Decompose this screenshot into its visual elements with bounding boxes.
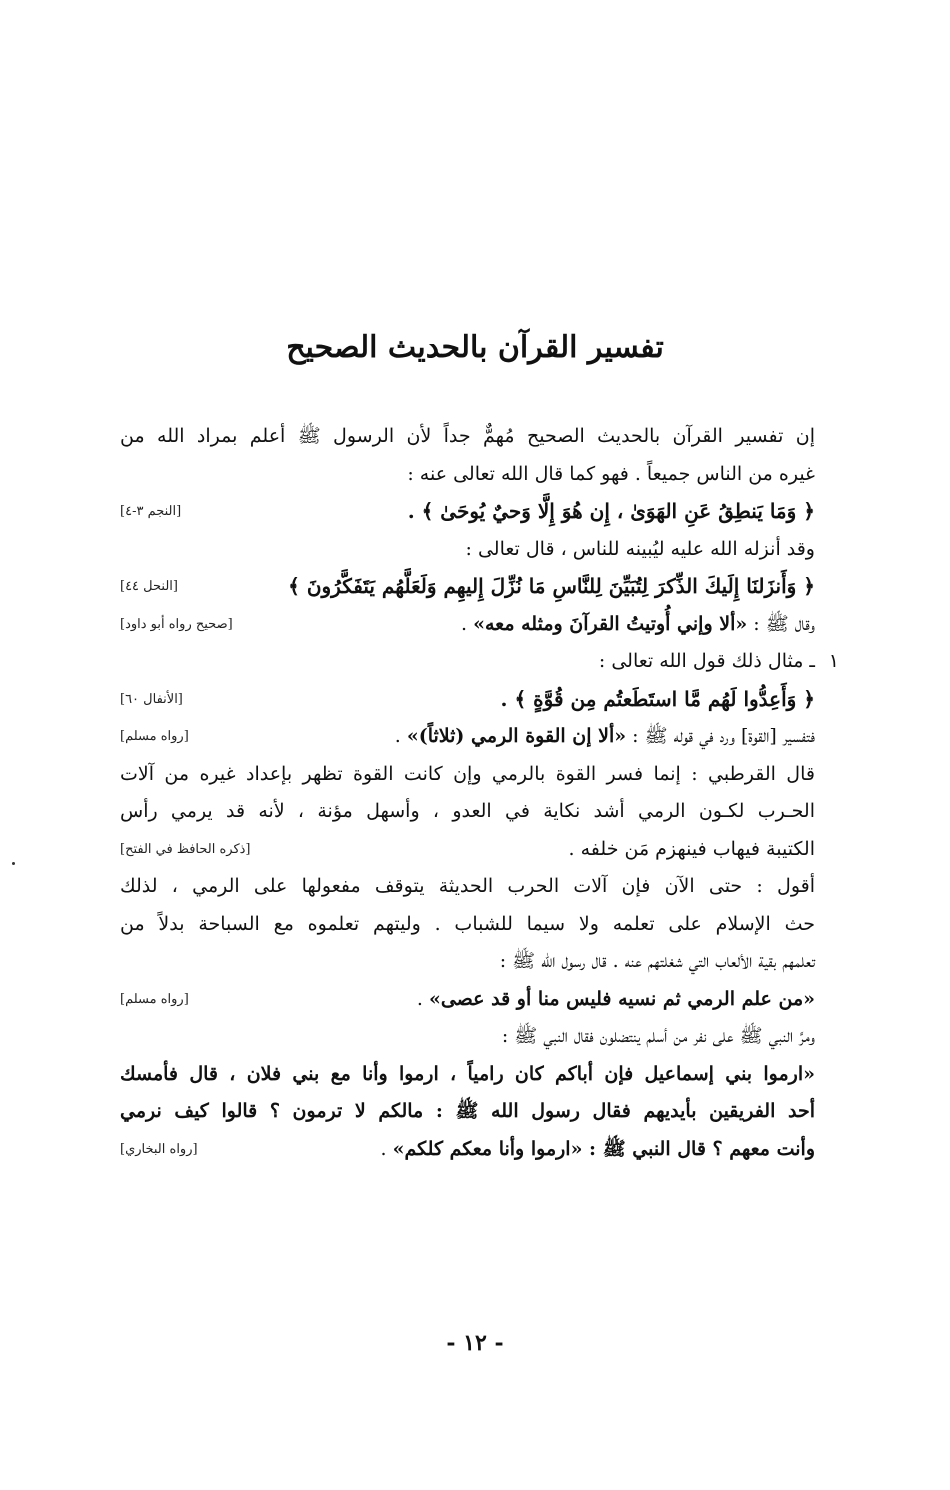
hadith-quote: «ألا إن القوة الرمي (ثلاثاً)» [406, 725, 627, 747]
body-text [120, 418, 839, 1168]
citation: [رواه مسلم] [120, 729, 189, 744]
page-number: - ١٢ - [446, 1330, 504, 1356]
hadith-text [417, 981, 815, 1019]
paragraph-line [120, 831, 815, 869]
paragraph-line: حث الإسلام على تعلمه ولا سيما للشباب . وليتهم تعلموه مع السباحة بدلاً من [120, 912, 815, 935]
paragraph-line: ومرَّ النبي ﷺ على نفر من أسلم ينتضلون فقال النبي ﷺ : [501, 1025, 815, 1047]
quran-verse-line [120, 681, 815, 719]
page-title: تفسير القرآن بالحديث الصحيح [286, 330, 664, 365]
paragraph-line: وقد أنزله الله عليه ليُبينه للناس ، قال تعالى : [465, 537, 815, 560]
quran-verse: ﴿ وَأَعِدُّوا لَهُم مَّا استَطَعتُم مِن قُوَّةٍ ﴾ . [500, 686, 815, 711]
quran-verse: ﴿ وَأَنزَلنَا إِلَيكَ الذِّكرَ لِتُبَيِّنَ لِلنَّاسِ مَا نُزِّلَ إِليهِم وَلَعَلَّهُم يَتَفَكَّرُونَ ﴾ [288, 574, 815, 598]
text-fragment: . [416, 987, 429, 1010]
citation: [صحيح رواه أبو داود] [120, 616, 233, 632]
citation: [رواه مسلم] [120, 991, 189, 1007]
paragraph-line: إن تفسير القرآن بالحديث الصحيح مُهمٌّ جداً لأن الرسول ﷺ أعلم بمراد الله من [120, 425, 815, 447]
hadith-text [395, 718, 815, 756]
quran-verse-line [120, 568, 815, 606]
citation: [النجم ٣-٤] [120, 504, 182, 519]
item-text: ـ مثال ذلك قول الله تعالى : [598, 650, 815, 672]
quran-verse: ﴿ وَمَا يَنطِقُ عَنِ الهَوَىٰ ، إِن هُوَ إِلَّا وَحيٌ يُوحَىٰ ﴾ . [407, 499, 815, 523]
paragraph-line: قال القرطبي : إنما فسر القوة بالرمي وإن كانت القوة تظهر بإعداد غيره من آلات [120, 762, 815, 785]
citation: [الأنفال ٦٠] [120, 691, 183, 707]
hadith-line [120, 1131, 815, 1169]
item-number: ١ [828, 650, 839, 672]
hadith-line [120, 718, 815, 756]
quran-verse-line [120, 493, 815, 531]
paragraph-line: الحـرب لكـون الرمي أشد نكاية في العدو ، وأسهل مؤنة ، لأنه قد يرمي رأس [120, 800, 815, 822]
hadith-quote: «من علم الرمي ثم نسيه فليس منا أو قد عصى» [428, 987, 815, 1010]
citation: [النحل ٤٤] [120, 579, 178, 594]
hadith-quote: وأنت معهم ؟ قال النبي ﷺ : «ارموا وأنا معكم كلكم» [392, 1137, 815, 1160]
hadith-quote: «ألا وإني أُوتيتُ القرآنَ ومثله معه» [473, 612, 748, 635]
paragraph-line: أقول : حتى الآن فإن آلات الحرب الحديثة يتوقف مفعولها على الرمي ، لذلك [120, 875, 815, 897]
text-fragment: . [380, 1137, 393, 1160]
hadith-line: «ارموا بني إسماعيل فإن أباكم كان رامياً ، ارموا وأنا مع بني فلان ، قال فأمسك [120, 1062, 815, 1085]
hadith-line [120, 981, 815, 1019]
paragraph-line: غيره من الناس جميعاً . فهو كما قال الله تعالى عنه : [407, 462, 815, 485]
text-fragment: . [461, 612, 474, 635]
citation: [رواه البخاري] [120, 1141, 198, 1157]
hadith-line [120, 606, 815, 644]
text-fragment: فتفسير [القوة] ورد في قوله ﷺ : [626, 725, 815, 747]
hadith-line: أحد الفريقين بأيديهم فقال رسول الله ﷺ : مالكم لا ترمون ؟ قالوا كيف نرمي [120, 1100, 815, 1122]
text-fragment: . [394, 725, 407, 747]
margin-mark [12, 862, 15, 865]
paragraph-line: تعلمهم بقية الألعاب التي شغلتهم عنه . قال رسول الله ﷺ : [499, 950, 815, 972]
numbered-item-line [120, 643, 839, 681]
line-text: الكتيبة فيهاب فينهزم مَن خلفه . [568, 837, 815, 860]
text-fragment: وقال ﷺ : [747, 612, 815, 635]
citation: [ذكره الحافظ في الفتح] [120, 841, 251, 857]
hadith-text [461, 606, 815, 644]
hadith-text [381, 1131, 815, 1169]
